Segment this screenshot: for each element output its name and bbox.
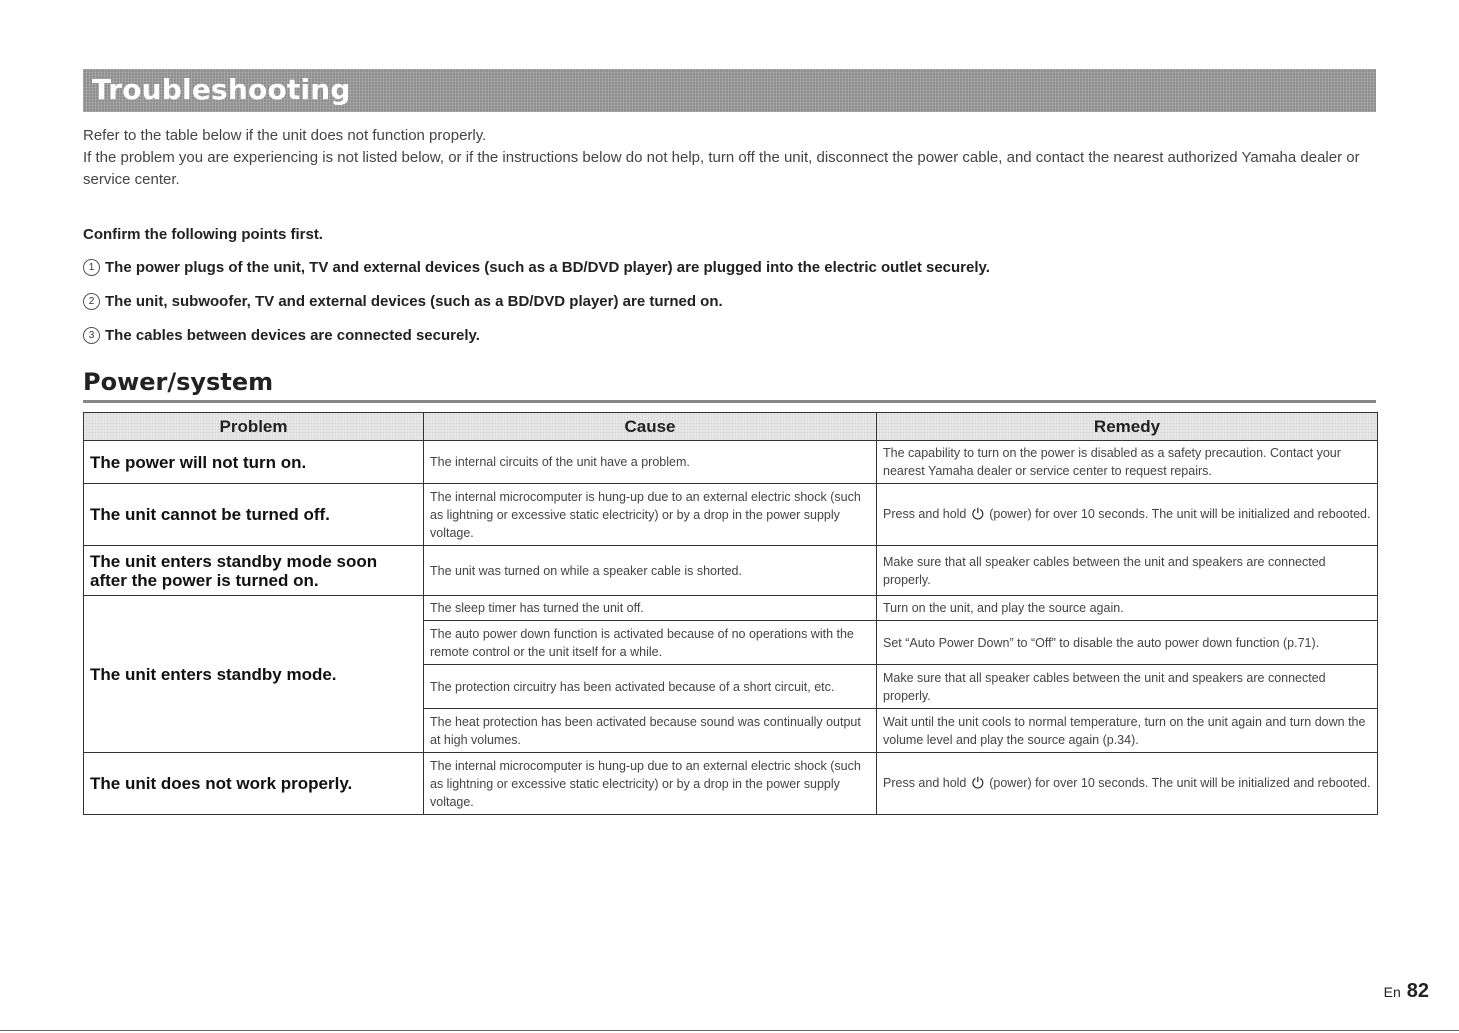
remedy-text-post: (power) for over 10 seconds. The unit will be initialized and rebooted. bbox=[989, 507, 1371, 521]
remedy-cell bbox=[877, 484, 1378, 546]
header-remedy: Remedy bbox=[877, 413, 1378, 441]
power-icon: ⏻ bbox=[971, 506, 984, 523]
troubleshooting-table bbox=[83, 412, 1378, 815]
remedy-text-pre: Press and hold bbox=[883, 507, 967, 521]
confirm-point-1 bbox=[83, 259, 990, 276]
remedy-cell bbox=[877, 753, 1378, 815]
cause-cell: The protection circuitry has been activated because of a short circuit, etc. bbox=[424, 665, 877, 709]
confirm-heading: Confirm the following points first. bbox=[83, 226, 323, 243]
circled-number: 1 bbox=[83, 259, 100, 276]
circled-number: 3 bbox=[83, 327, 100, 344]
problem-cell: The unit enters standby mode soon after the power is turned on. bbox=[84, 546, 424, 596]
page-footer bbox=[1384, 980, 1429, 1003]
table-row bbox=[84, 546, 1378, 596]
cause-cell: The heat protection has been activated because sound was continually output at high volumes. bbox=[424, 709, 877, 753]
remedy-cell: Wait until the unit cools to normal temperature, turn on the unit again and turn down the volume level and play the source again (p.34). bbox=[877, 709, 1378, 753]
cause-cell: The sleep timer has turned the unit off. bbox=[424, 596, 877, 621]
power-icon: ⏻ bbox=[971, 775, 984, 792]
intro-text bbox=[83, 125, 1383, 191]
confirm-point-2 bbox=[83, 293, 723, 310]
intro-line-2: If the problem you are experiencing is not listed below, or if the instructions below do not help, turn off the unit, disconnect the power cable, and contact the nearest authorized Yamaha dealer or service center. bbox=[83, 149, 1360, 188]
remedy-text-pre: Press and hold bbox=[883, 776, 967, 790]
cause-cell: The internal microcomputer is hung-up due to an external electric shock (such as lightning or excessive static electricity) or by a drop in the power supply voltage. bbox=[424, 484, 877, 546]
bottom-divider bbox=[0, 1030, 1459, 1031]
table-row bbox=[84, 441, 1378, 484]
table-header-row bbox=[84, 413, 1378, 441]
cause-cell: The unit was turned on while a speaker cable is shorted. bbox=[424, 546, 877, 596]
confirm-point-text: The power plugs of the unit, TV and external devices (such as a BD/DVD player) are plugged into the electric outlet securely. bbox=[105, 259, 990, 276]
language-label: En bbox=[1383, 984, 1401, 1000]
intro-line-1: Refer to the table below if the unit does not function properly. bbox=[83, 127, 487, 144]
confirm-point-3 bbox=[83, 327, 480, 344]
section-title: Power/system bbox=[83, 368, 274, 396]
remedy-cell: Make sure that all speaker cables between the unit and speakers are connected properly. bbox=[877, 665, 1378, 709]
header-cause: Cause bbox=[424, 413, 877, 441]
section-divider bbox=[83, 400, 1376, 403]
confirm-point-text: The cables between devices are connected securely. bbox=[105, 327, 480, 344]
remedy-cell: Set “Auto Power Down” to “Off” to disable the auto power down function (p.71). bbox=[877, 621, 1378, 665]
cause-cell: The internal circuits of the unit have a problem. bbox=[424, 441, 877, 484]
page-number: 82 bbox=[1406, 980, 1429, 1002]
problem-cell: The unit enters standby mode. bbox=[84, 596, 424, 753]
problem-cell: The unit cannot be turned off. bbox=[84, 484, 424, 546]
title-banner bbox=[83, 69, 1376, 112]
remedy-cell: Make sure that all speaker cables between the unit and speakers are connected properly. bbox=[877, 546, 1378, 596]
page-title: Troubleshooting bbox=[92, 73, 351, 106]
remedy-cell: Turn on the unit, and play the source again. bbox=[877, 596, 1378, 621]
table-row bbox=[84, 596, 1378, 621]
problem-cell: The unit does not work properly. bbox=[84, 753, 424, 815]
cause-cell: The auto power down function is activated because of no operations with the remote control or the unit itself for a while. bbox=[424, 621, 877, 665]
table-row bbox=[84, 484, 1378, 546]
table-row bbox=[84, 753, 1378, 815]
circled-number: 2 bbox=[83, 293, 100, 310]
remedy-text-post: (power) for over 10 seconds. The unit will be initialized and rebooted. bbox=[989, 776, 1371, 790]
header-problem: Problem bbox=[84, 413, 424, 441]
remedy-cell: The capability to turn on the power is disabled as a safety precaution. Contact your nearest Yamaha dealer or service center to request repairs. bbox=[877, 441, 1378, 484]
problem-cell: The power will not turn on. bbox=[84, 441, 424, 484]
confirm-point-text: The unit, subwoofer, TV and external devices (such as a BD/DVD player) are turned on. bbox=[105, 293, 723, 310]
cause-cell: The internal microcomputer is hung-up due to an external electric shock (such as lightning or excessive static electricity) or by a drop in the power supply voltage. bbox=[424, 753, 877, 815]
